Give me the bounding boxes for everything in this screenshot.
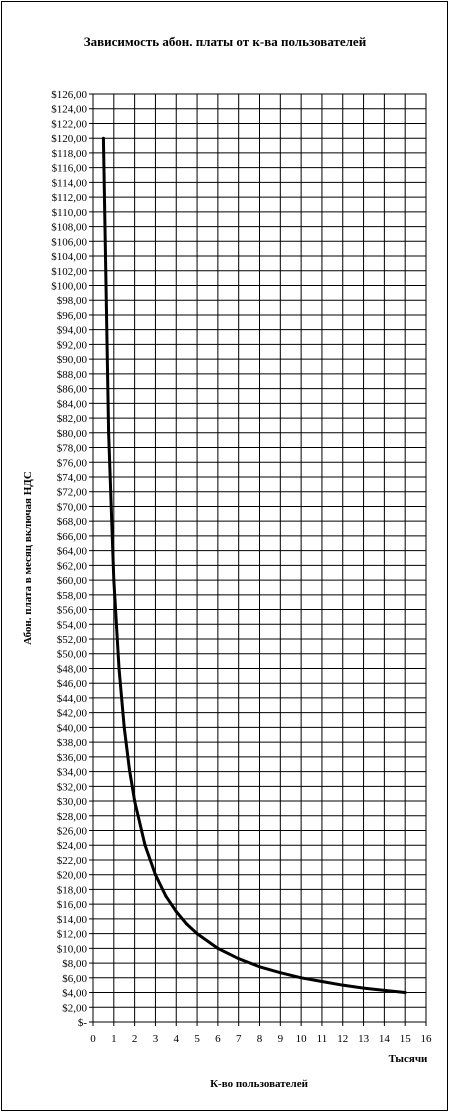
- data-point: [341, 984, 344, 987]
- data-point: [279, 971, 282, 974]
- data-point: [164, 895, 167, 898]
- y-tick-label: $72,00: [56, 486, 87, 499]
- chart-title: Зависимость абон. платы от к-ва пользователей: [83, 34, 367, 49]
- x-tick-labels: [90, 1033, 432, 1045]
- y-tick-label: $80,00: [56, 427, 87, 440]
- y-tick-label: $52,00: [56, 634, 87, 647]
- y-tick-label: $60,00: [56, 575, 87, 588]
- y-tick-label: $122,00: [51, 118, 87, 131]
- y-tick-label: $92,00: [56, 339, 87, 352]
- x-axis-title: К-во пользователей: [210, 1078, 308, 1090]
- y-tick-label: $58,00: [56, 589, 87, 602]
- y-tick-label: $42,00: [56, 707, 87, 720]
- y-tick-label: $118,00: [51, 147, 87, 160]
- data-point: [258, 965, 261, 968]
- y-tick-label: $22,00: [56, 854, 87, 867]
- y-tick-label: $12,00: [56, 928, 87, 941]
- y-tick-label: $112,00: [51, 192, 87, 205]
- data-point: [196, 932, 199, 935]
- x-tick-label: 11: [316, 1033, 328, 1045]
- y-tick-label: $6,00: [62, 972, 87, 985]
- y-tick-label: $114,00: [51, 177, 87, 190]
- data-point: [144, 844, 147, 847]
- data-point: [175, 910, 178, 913]
- y-tick-label: $62,00: [56, 560, 87, 573]
- y-tick-label: $-: [77, 1017, 87, 1029]
- x-tick-label: 3: [152, 1033, 159, 1045]
- x-tick-label: 7: [235, 1033, 242, 1045]
- y-tick-label: $74,00: [56, 471, 87, 484]
- data-point: [362, 987, 365, 990]
- y-tick-label: $50,00: [56, 648, 87, 661]
- y-tick-label: $44,00: [56, 692, 87, 705]
- y-tick-label: $110,00: [51, 206, 87, 219]
- y-tick-label: $32,00: [56, 781, 87, 794]
- y-tick-label: $8,00: [62, 958, 87, 971]
- y-tick-label: $36,00: [56, 751, 87, 764]
- x-tick-label: 9: [277, 1033, 284, 1045]
- y-tick-label: $76,00: [56, 457, 87, 470]
- data-point: [123, 726, 126, 729]
- y-tick-label: $90,00: [56, 354, 87, 367]
- y-tick-label: $28,00: [56, 810, 87, 823]
- x-tick-label: 10: [295, 1033, 307, 1045]
- y-tick-label: $54,00: [56, 619, 87, 632]
- y-tick-label: $46,00: [56, 678, 87, 691]
- y-tick-label: $116,00: [51, 162, 87, 175]
- x-tick-label: 8: [256, 1033, 263, 1045]
- x-tick-label: 16: [420, 1033, 432, 1045]
- y-tick-label: $2,00: [62, 1002, 87, 1015]
- y-tick-label: $26,00: [56, 825, 87, 838]
- y-tick-label: $126,00: [51, 89, 87, 101]
- y-tick-label: $18,00: [56, 884, 87, 897]
- data-point: [383, 989, 386, 992]
- data-point: [185, 923, 188, 926]
- x-tick-label: 15: [399, 1033, 411, 1045]
- data-point: [128, 768, 131, 771]
- data-point: [154, 873, 157, 876]
- data-point: [320, 980, 323, 983]
- y-tick-label: $38,00: [56, 737, 87, 750]
- y-tick-label: $16,00: [56, 899, 87, 912]
- x-tick-label: 4: [173, 1033, 179, 1045]
- x-tick-label: 12: [337, 1033, 349, 1045]
- y-tick-label: $108,00: [51, 221, 87, 234]
- data-point: [133, 800, 136, 803]
- y-tick-label: $124,00: [51, 103, 87, 116]
- y-tick-label: $84,00: [56, 398, 87, 411]
- y-tick-label: $68,00: [56, 516, 87, 529]
- x-tick-label: 5: [194, 1033, 200, 1045]
- y-tick-label: $10,00: [56, 943, 87, 956]
- y-tick-label: $106,00: [51, 236, 87, 249]
- y-axis-title: Абон. плата в месяц включая НДС: [22, 471, 34, 645]
- data-point: [102, 137, 105, 140]
- x-tick-label: 14: [378, 1033, 390, 1045]
- y-tick-label: $100,00: [51, 280, 87, 293]
- y-tick-label: $56,00: [56, 604, 87, 617]
- data-point: [118, 667, 121, 670]
- y-tick-label: $24,00: [56, 840, 87, 853]
- x-tick-label: 6: [215, 1033, 221, 1045]
- y-tick-label: $34,00: [56, 766, 87, 779]
- y-tick-label: $86,00: [56, 383, 87, 396]
- y-tick-label: $66,00: [56, 530, 87, 543]
- y-tick-label: $94,00: [56, 324, 87, 337]
- data-point: [216, 947, 219, 950]
- x-unit-label: Тысячи: [388, 1053, 428, 1065]
- data-point: [300, 976, 303, 979]
- y-tick-label: $88,00: [56, 368, 87, 381]
- y-tick-labels: [51, 89, 87, 1029]
- y-tick-label: $78,00: [56, 442, 87, 455]
- x-tick-label: 2: [131, 1033, 138, 1045]
- y-tick-label: $20,00: [56, 869, 87, 882]
- y-tick-label: $96,00: [56, 309, 87, 322]
- y-tick-label: $104,00: [51, 251, 87, 264]
- y-tick-label: $98,00: [56, 295, 87, 308]
- y-tick-label: $4,00: [62, 987, 87, 1000]
- y-tick-label: $120,00: [51, 133, 87, 146]
- gridlines: [89, 94, 426, 1026]
- y-tick-label: $102,00: [51, 265, 87, 278]
- y-tick-label: $14,00: [56, 913, 87, 926]
- y-tick-label: $70,00: [56, 501, 87, 514]
- y-tick-label: $40,00: [56, 722, 87, 735]
- data-point: [404, 991, 407, 994]
- data-point: [112, 579, 115, 582]
- x-tick-label: 0: [90, 1033, 96, 1045]
- data-point: [237, 957, 240, 960]
- x-tick-label: 1: [111, 1033, 117, 1045]
- y-tick-label: $64,00: [56, 545, 87, 558]
- y-tick-label: $48,00: [56, 663, 87, 676]
- x-tick-label: 13: [358, 1033, 370, 1045]
- y-tick-label: $30,00: [56, 796, 87, 809]
- data-point: [107, 431, 110, 434]
- y-tick-label: $82,00: [56, 413, 87, 426]
